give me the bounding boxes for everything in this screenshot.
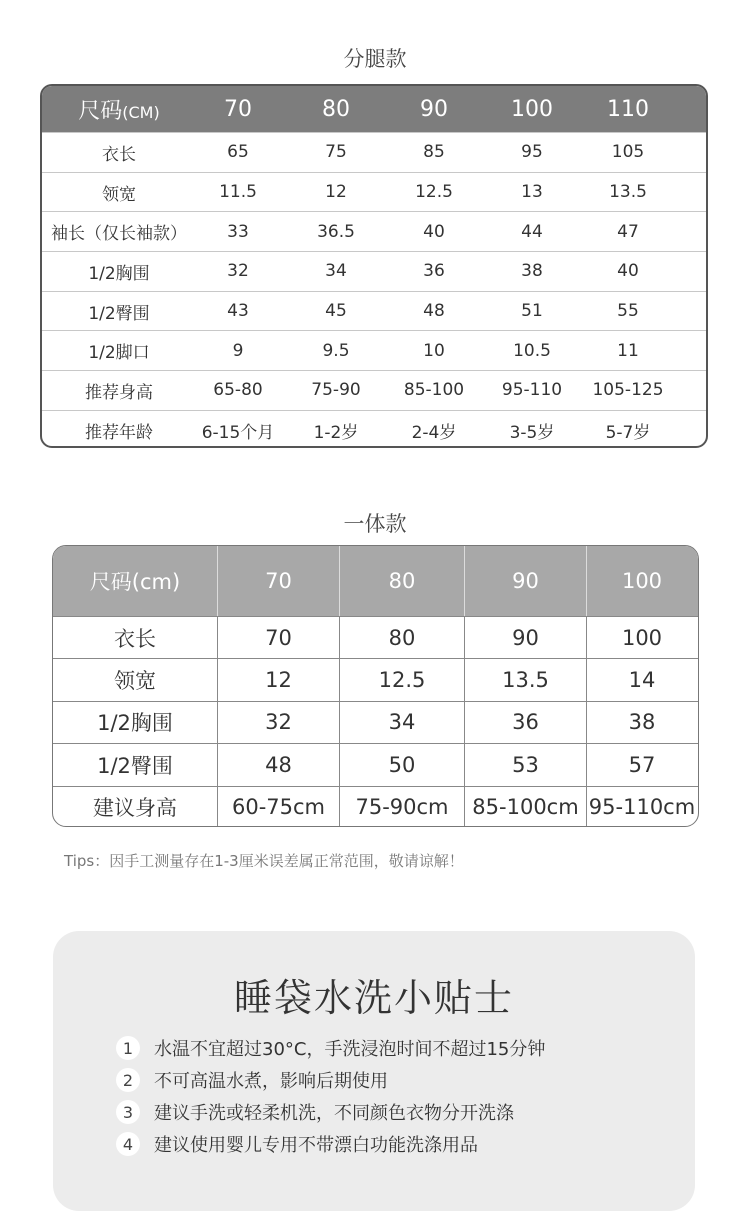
table-cell: 34 (325, 261, 347, 282)
table-cell: 48 (217, 744, 339, 785)
table-cell: 85 (423, 142, 445, 163)
table-row (42, 330, 706, 370)
washing-tips-card (53, 931, 695, 1211)
size-header-label: 尺码 (78, 98, 123, 124)
item-text: 建议手洗或轻柔机洗，不同颜色衣物分开洗涤 (154, 1103, 514, 1124)
table-cell: 53 (464, 744, 586, 785)
table-cell: 75 (325, 142, 347, 163)
table-cell: 80 (339, 617, 464, 658)
row-label: 建议身高 (93, 796, 177, 821)
table-cell: 47 (617, 221, 639, 242)
table-cell: 95-110 (501, 380, 563, 401)
table-cell: 50 (339, 744, 464, 785)
row-label: 袖长（仅长袖款） (51, 224, 187, 245)
item-text: 水温不宜超过30°C，手洗浸泡时间不超过15分钟 (154, 1039, 546, 1060)
size-header-110: 110 (607, 96, 649, 122)
split-leg-size-table (40, 84, 708, 448)
item-number-badge: 3 (116, 1100, 140, 1124)
list-item (116, 1131, 478, 1157)
size-header-cell: 尺码(cm) (89, 570, 181, 594)
table-cell: 70 (217, 617, 339, 658)
table-cell: 3-5岁 (509, 422, 555, 443)
table-cell: 43 (227, 301, 249, 322)
size-header-90: 90 (464, 546, 586, 616)
table-cell: 40 (617, 261, 639, 282)
row-label: 衣长 (102, 144, 136, 165)
row-label: 领宽 (102, 184, 136, 205)
table-cell: 38 (521, 261, 543, 282)
table-cell: 33 (227, 221, 249, 242)
table-cell: 105 (611, 142, 645, 163)
split-leg-table-title: 分腿款 (343, 47, 407, 71)
list-item (116, 1035, 545, 1061)
table-cell: 12.5 (339, 659, 464, 700)
size-header-90: 90 (420, 96, 448, 122)
row-label: 1/2臀围 (88, 303, 150, 324)
table-cell: 32 (217, 702, 339, 743)
table-cell: 32 (227, 261, 249, 282)
table-cell: 55 (617, 301, 639, 322)
table-cell: 48 (423, 301, 445, 322)
table-cell: 36.5 (317, 221, 355, 242)
table-cell: 5-7岁 (605, 422, 651, 443)
table-cell: 13.5 (609, 182, 647, 203)
table-cell: 11.5 (219, 182, 257, 203)
row-label: 1/2脚口 (88, 343, 150, 364)
table-cell: 85-100cm (464, 787, 586, 827)
row-label: 推荐身高 (85, 382, 153, 403)
size-header-70: 70 (217, 546, 339, 616)
table-cell: 6-15个月 (201, 422, 275, 443)
table-cell: 38 (586, 702, 697, 743)
table-cell: 60-75cm (217, 787, 339, 827)
table-cell: 75-90 (311, 380, 361, 401)
table-cell: 85-100 (403, 380, 465, 401)
table-row (42, 370, 706, 410)
size-header-100: 100 (586, 546, 697, 616)
table-cell: 12 (325, 182, 347, 203)
washing-tips-title: 睡袋水洗小贴士 (233, 976, 514, 1020)
table-cell: 12.5 (415, 182, 453, 203)
table-cell: 9.5 (322, 340, 350, 361)
table-cell: 13 (521, 182, 543, 203)
table-cell: 95-110cm (586, 787, 697, 827)
table-row (53, 786, 698, 827)
table-cell: 100 (586, 617, 697, 658)
one-piece-size-table (52, 545, 699, 827)
table-header-row (42, 86, 706, 132)
measurement-tips: Tips：因手工测量存在1-3厘米误差属正常范围，敬请谅解！ (64, 852, 464, 870)
table-cell: 10.5 (513, 340, 551, 361)
table-row (42, 251, 706, 291)
table-cell: 9 (232, 340, 244, 361)
table-cell: 36 (464, 702, 586, 743)
row-label: 1/2臀围 (97, 753, 173, 778)
table-row (53, 616, 698, 658)
table-cell: 44 (521, 221, 543, 242)
table-cell: 75-90cm (339, 787, 464, 827)
table-cell: 14 (586, 659, 697, 700)
table-cell: 45 (325, 301, 347, 322)
item-number-badge: 1 (116, 1036, 140, 1060)
table-row (53, 701, 698, 743)
item-text: 建议使用婴儿专用不带漂白功能洗涤用品 (154, 1135, 478, 1156)
table-cell: 65-80 (213, 380, 263, 401)
row-label: 1/2胸围 (88, 263, 150, 284)
row-label: 1/2胸围 (97, 711, 173, 736)
list-item (116, 1099, 514, 1125)
table-row (42, 172, 706, 212)
table-cell: 12 (217, 659, 339, 700)
table-cell: 51 (521, 301, 543, 322)
table-cell: 11 (617, 340, 639, 361)
table-cell: 105-125 (592, 380, 664, 401)
table-row (53, 658, 698, 700)
size-header-unit: (CM) (122, 102, 160, 122)
size-header-70: 70 (224, 96, 252, 122)
row-label: 领宽 (114, 669, 156, 694)
table-cell: 57 (586, 744, 697, 785)
table-row (42, 132, 706, 172)
table-row (42, 291, 706, 331)
table-cell: 36 (423, 261, 445, 282)
row-label: 推荐年龄 (85, 422, 153, 443)
table-cell: 10 (423, 340, 445, 361)
table-row (42, 410, 706, 448)
table-cell: 1-2岁 (313, 422, 359, 443)
table-cell: 13.5 (464, 659, 586, 700)
one-piece-table-title: 一体款 (343, 512, 407, 536)
size-header-cell (42, 94, 196, 125)
item-text: 不可高温水煮，影响后期使用 (154, 1071, 388, 1092)
size-header-80: 80 (322, 96, 350, 122)
list-item (116, 1067, 388, 1093)
row-label: 衣长 (114, 626, 156, 651)
table-cell: 95 (521, 142, 543, 163)
table-cell: 90 (464, 617, 586, 658)
table-row (42, 211, 706, 251)
table-row (53, 743, 698, 785)
table-cell: 34 (339, 702, 464, 743)
size-header-80: 80 (339, 546, 464, 616)
table-cell: 2-4岁 (411, 422, 457, 443)
item-number-badge: 4 (116, 1132, 140, 1156)
table-cell: 40 (423, 221, 445, 242)
size-header-100: 100 (511, 96, 553, 122)
table-header-row (53, 546, 698, 616)
table-cell: 65 (227, 142, 249, 163)
item-number-badge: 2 (116, 1068, 140, 1092)
